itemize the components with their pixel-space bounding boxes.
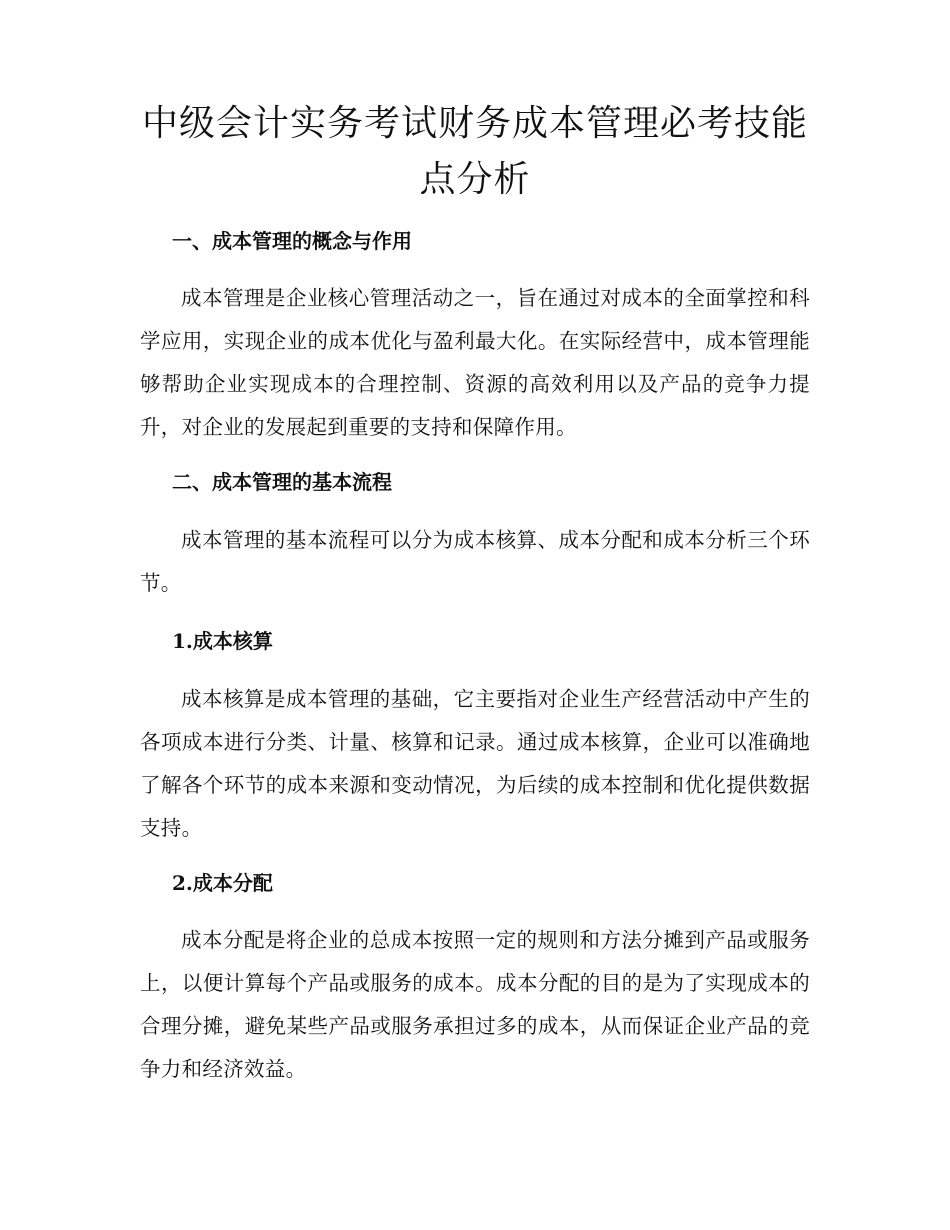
document-title: 中级会计实务考试财务成本管理必考技能点分析 [141, 103, 808, 200]
section-heading-accounting: 1.成本核算 [172, 629, 273, 653]
section-paragraph-allocation: 成本分配是将企业的总成本按照一定的规则和方法分摊到产品或服务上，以便计算每个产品或服务的成本。成本分配的目的是为了实现成本的合理分摊，避免某些产品或服务承担过多的成本，从而保证企业产品的竞争力和经济效益。 [140, 928, 810, 1081]
section-paragraph-concept: 成本管理是企业核心管理活动之一，旨在通过对成本的全面掌控和科学应用，实现企业的成本优化与盈利最大化。在实际经营中，成本管理能够帮助企业实现成本的合理控制、资源的高效利用以及产品的竞争力提升，对企业的发展起到重要的支持和保障作用。 [140, 286, 810, 439]
section-heading-concept: 一、成本管理的概念与作用 [172, 229, 412, 253]
section-heading-allocation: 2.成本分配 [172, 871, 273, 895]
section-paragraph-accounting: 成本核算是成本管理的基础，它主要指对企业生产经营活动中产生的各项成本进行分类、计量、核算和记录。通过成本核算，企业可以准确地了解各个环节的成本来源和变动情况，为后续的成本控制和优化提供数据支持。 [140, 687, 810, 840]
section-heading-process: 二、成本管理的基本流程 [172, 470, 392, 494]
section-paragraph-process: 成本管理的基本流程可以分为成本核算、成本分配和成本分析三个环节。 [140, 528, 810, 595]
